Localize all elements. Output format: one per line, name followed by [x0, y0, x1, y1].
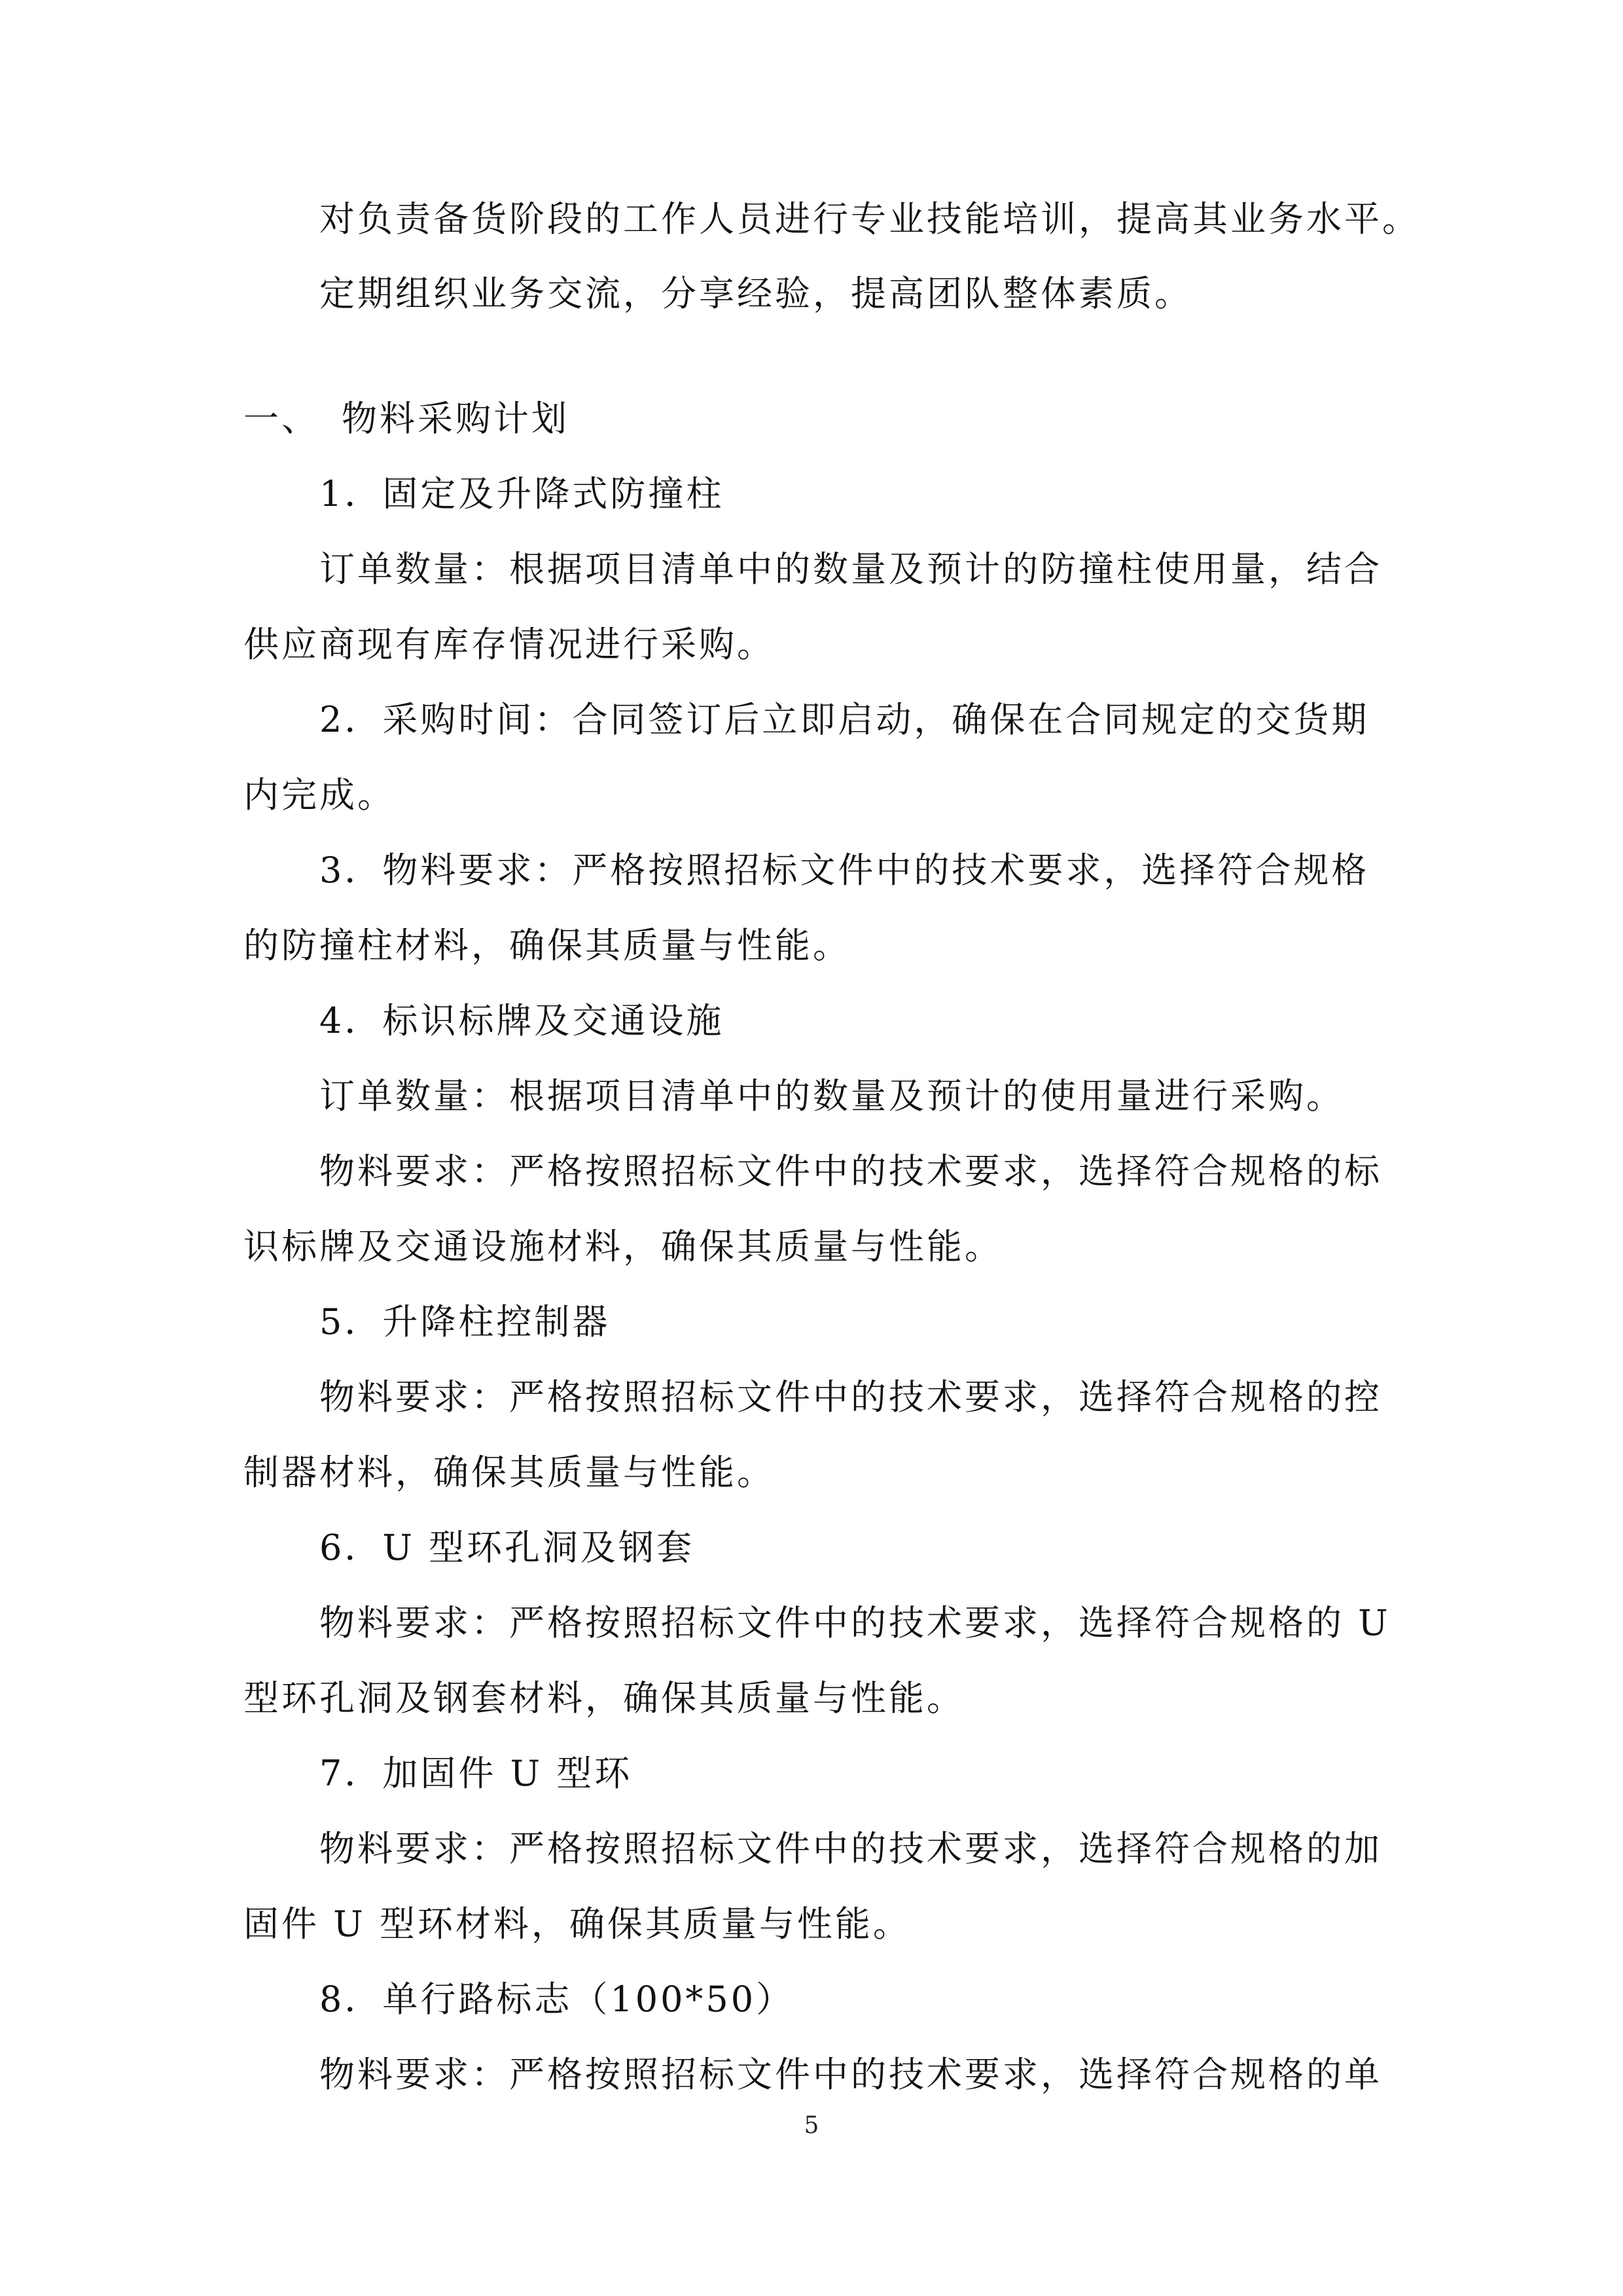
item-4-quantity: 订单数量：根据项目清单中的数量及预计的使用量进行采购。	[319, 1075, 1344, 1117]
item-3-line-1: 3．物料要求：严格按照招标文件中的技术要求，选择符合规格	[319, 850, 1370, 891]
section-number: 一、	[243, 398, 319, 439]
item-4-requirement-line-2: 识标牌及交通设施材料，确保其质量与性能。	[243, 1226, 1003, 1267]
item-4-title: 4．标识标牌及交通设施	[319, 1000, 724, 1041]
item-1-title: 1．固定及升降式防撞柱	[319, 473, 724, 514]
item-5-requirement-line-2: 制器材料，确保其质量与性能。	[243, 1452, 775, 1493]
item-1-quantity-line-1: 订单数量：根据项目清单中的数量及预计的防撞柱使用量，结合	[319, 548, 1382, 590]
item-7-title: 7．加固件 U 型环	[319, 1753, 633, 1794]
item-5-requirement-line-1: 物料要求：严格按照招标文件中的技术要求，选择符合规格的控	[319, 1376, 1382, 1418]
item-8-requirement-line-1: 物料要求：严格按照招标文件中的技术要求，选择符合规格的单	[319, 2054, 1382, 2095]
item-4-requirement-line-1: 物料要求：严格按照招标文件中的技术要求，选择符合规格的标	[319, 1151, 1382, 1192]
item-8-title: 8．单行路标志（100*50）	[319, 1979, 794, 2020]
item-2-line-2: 内完成。	[243, 774, 395, 816]
item-5-title: 5．升降柱控制器	[319, 1301, 611, 1342]
item-7-requirement-line-1: 物料要求：严格按照招标文件中的技术要求，选择符合规格的加	[319, 1828, 1382, 1869]
item-1-quantity-line-2: 供应商现有库存情况进行采购。	[243, 624, 775, 665]
item-6-requirement-line-2: 型环孔洞及钢套材料，确保其质量与性能。	[243, 1677, 965, 1719]
paragraph-training: 对负责备货阶段的工作人员进行专业技能培训，提高其业务水平。	[319, 198, 1420, 240]
page-number: 5	[804, 2112, 819, 2139]
item-3-line-2: 的防撞柱材料，确保其质量与性能。	[243, 925, 851, 966]
item-7-requirement-line-2: 固件 U 型环材料，确保其质量与性能。	[243, 1903, 911, 1945]
item-6-title: 6．U 型环孔洞及钢套	[319, 1527, 695, 1568]
item-2-line-1: 2．采购时间：合同签订后立即启动，确保在合同规定的交货期	[319, 699, 1370, 740]
item-6-requirement-line-1: 物料要求：严格按照招标文件中的技术要求，选择符合规格的 U	[319, 1602, 1391, 1643]
paragraph-exchange: 定期组织业务交流，分享经验，提高团队整体素质。	[319, 273, 1192, 314]
section-title: 物料采购计划	[342, 398, 569, 439]
